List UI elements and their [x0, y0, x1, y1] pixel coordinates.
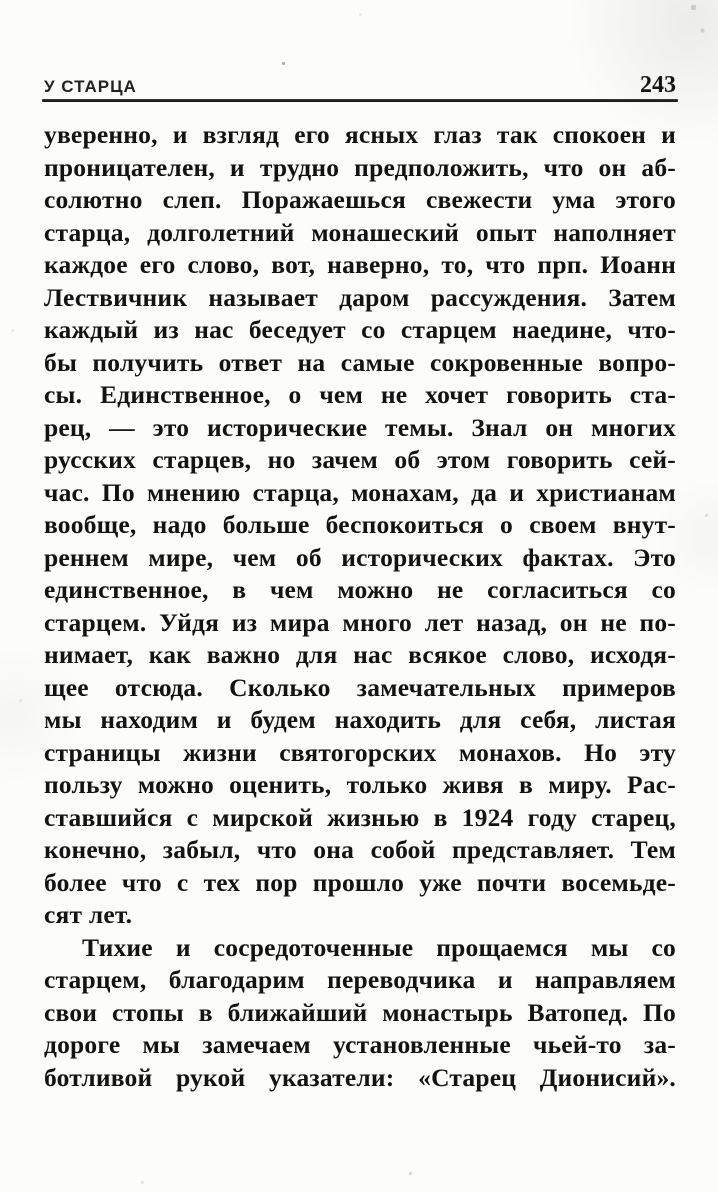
text-line: единственное, в чем можно не согласиться со	[44, 575, 676, 604]
text-line: русских старцев, но зачем об этом говорить сей-	[44, 445, 676, 474]
scan-noise-speckles	[0, 0, 1, 1]
text-line: более что с тех пор прошло уже почти восемьде-	[44, 867, 676, 897]
text-line: дороге мы замечаем установленные чьей-то за-	[44, 1030, 676, 1059]
text-line: Тихие и сосредоточенные прощаемся мы со	[82, 932, 676, 962]
text-line: реннем мире, чем об исторических фактах. Это	[44, 542, 676, 572]
text-line: каждое его слово, вот, наверно, то, что прп. Иоанн	[44, 250, 676, 279]
text-line: солютно слеп. Поражаешься свежести ума этого	[44, 185, 676, 214]
text-line: сят лет.	[44, 900, 133, 929]
body-text	[44, 119, 676, 1094]
text-line: старца, долголетний монашеский опыт наполняет	[44, 217, 676, 247]
text-line: сы. Единственное, о чем не хочет говорить ста-	[44, 380, 676, 409]
text-line: Лествичник называет даром рассуждения. Затем	[44, 282, 676, 312]
text-line: мы находим и будем находить для себя, листая	[44, 705, 676, 734]
page-number: 243	[640, 72, 676, 98]
paragraph	[44, 119, 676, 932]
text-line: проницателен, и трудно предположить, что он аб-	[44, 152, 676, 182]
text-line: конечно, забыл, что она собой представляет. Тем	[44, 835, 676, 864]
text-line: старцем, благодарим переводчика и направляем	[44, 965, 676, 994]
text-line: ставшийся с мирской жизнью в 1924 году старец,	[44, 802, 676, 832]
text-line: пользу можно оценить, только живя в миру. Рас-	[44, 770, 676, 799]
text-line: рец, — это исторические темы. Знал он многих	[44, 412, 676, 442]
text-line: свои стопы в ближайший монастырь Ватопед. По	[44, 997, 676, 1027]
text-line: каждый из нас беседует со старцем наедине, что-	[44, 315, 676, 344]
header-rule-divider	[42, 99, 678, 102]
text-line: бы получить ответ на самые сокровенные вопро-	[44, 347, 676, 377]
text-line: старцем. Уйдя из мира много лет назад, он не по-	[44, 607, 676, 637]
text-line: страницы жизни святогорских монахов. Но эту	[44, 737, 676, 767]
text-line: ботливой рукой указатели: «Старец Дионисий».	[44, 1062, 676, 1092]
text-line: щее отсюда. Сколько замечательных примеров	[44, 672, 676, 702]
text-line: вообще, надо больше беспокоиться о своем внут-	[44, 510, 676, 539]
running-title: У СТАРЦА	[44, 77, 137, 96]
text-line: нимает, как важно для нас всякое слово, исходя-	[44, 640, 676, 669]
running-header	[44, 72, 676, 99]
paragraph	[44, 932, 676, 1095]
text-line: час. По мнению старца, монахам, да и христианам	[44, 477, 676, 507]
text-line: уверенно, и взгляд его ясных глаз так спокоен и	[44, 120, 676, 149]
